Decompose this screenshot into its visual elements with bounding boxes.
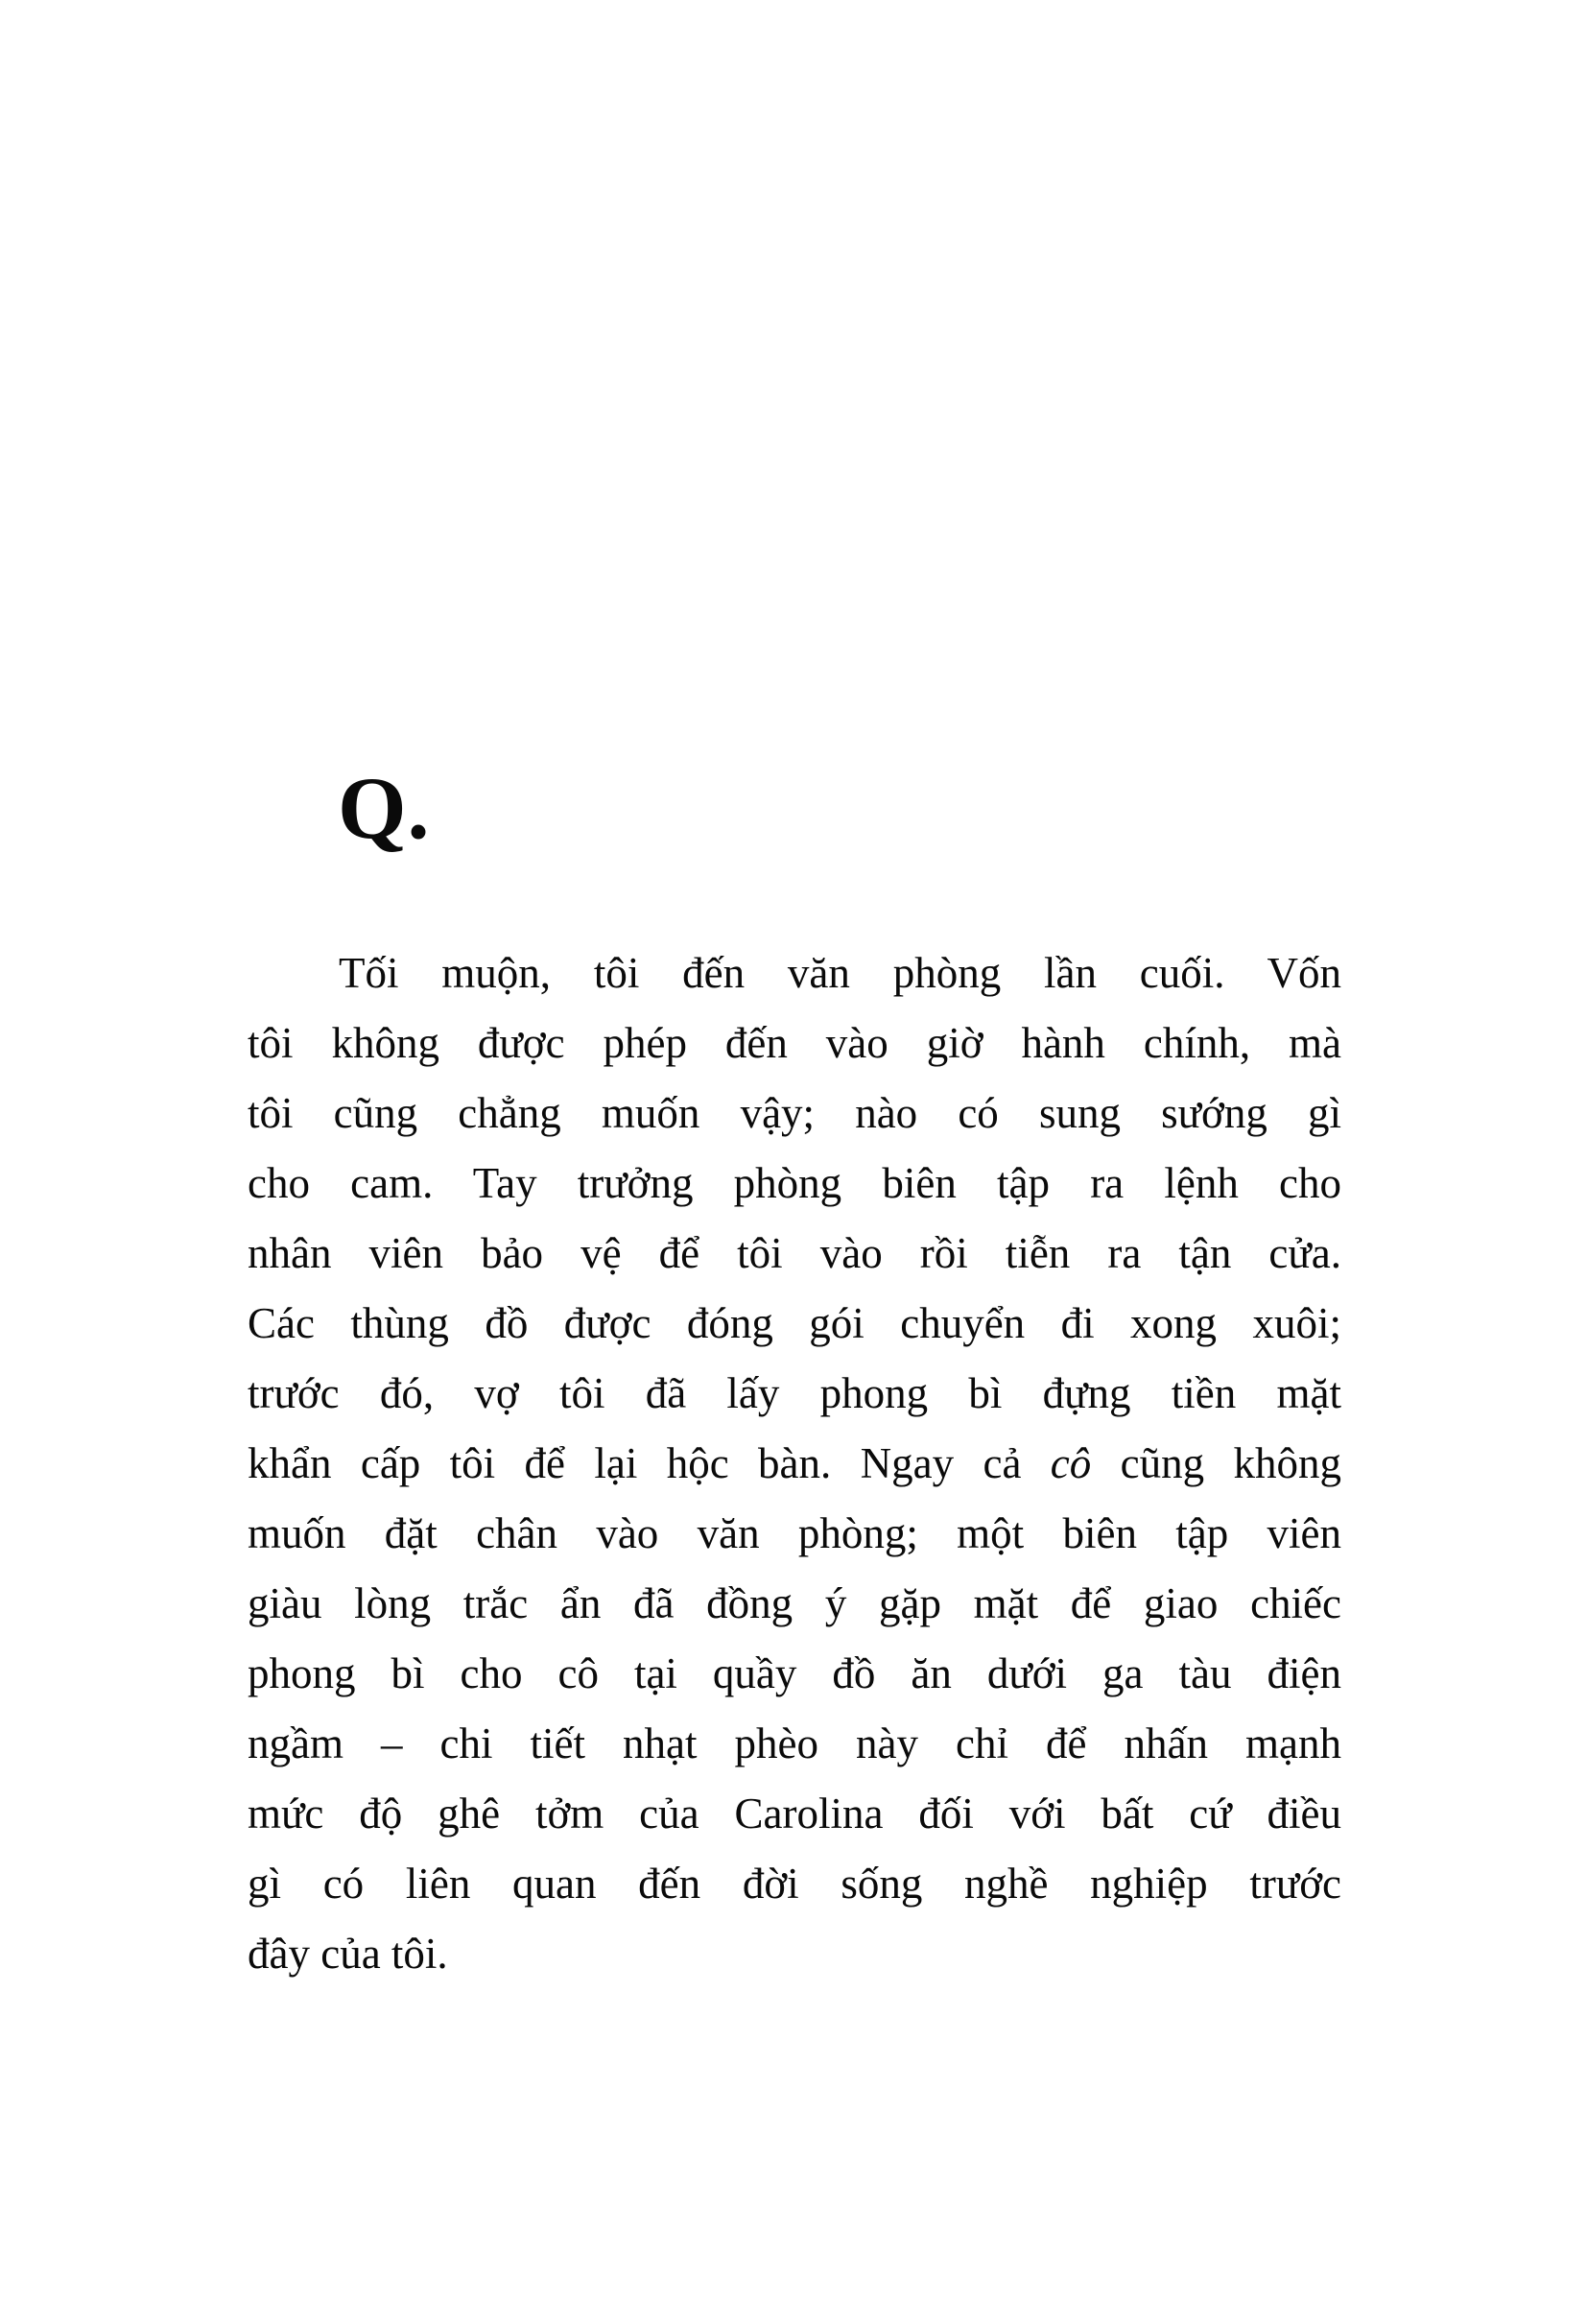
text-line	[248, 1779, 1341, 1849]
text-line	[248, 1079, 1341, 1149]
text-segment: nhân viên bảo vệ để tôi vào rồi tiễn ra tận cửa.	[248, 1229, 1341, 1277]
text-line	[248, 1849, 1341, 1919]
text-segment: muốn đặt chân vào văn phòng; một biên tập viên	[248, 1509, 1341, 1557]
text-line	[248, 1149, 1341, 1219]
text-segment: đây của tôi.	[248, 1930, 448, 1978]
text-line	[248, 1429, 1341, 1499]
text-line	[248, 1359, 1341, 1429]
text-segment: khẩn cấp tôi để lại hộc bàn. Ngay cả	[248, 1439, 1051, 1487]
text-segment: Tối muộn, tôi đến văn phòng lần cuối. Vốn	[339, 949, 1341, 997]
text-segment: phong bì cho cô tại quầy đồ ăn dưới ga tàu điện	[248, 1649, 1341, 1697]
text-segment: cũng không	[1091, 1439, 1341, 1487]
text-segment: cho cam. Tay trưởng phòng biên tập ra lệnh cho	[248, 1159, 1341, 1207]
text-line	[248, 1569, 1341, 1639]
text-line	[248, 1289, 1341, 1359]
text-segment: trước đó, vợ tôi đã lấy phong bì đựng tiền mặt	[248, 1369, 1341, 1417]
emphasized-text: cô	[1050, 1439, 1092, 1487]
text-segment: ngầm – chi tiết nhạt phèo này chỉ để nhấn mạnh	[248, 1719, 1341, 1767]
text-line	[248, 1219, 1341, 1289]
text-line	[248, 1499, 1341, 1569]
text-line	[248, 1919, 1341, 1989]
text-segment: mức độ ghê tởm của Carolina đối với bất cứ điều	[248, 1790, 1341, 1838]
text-line	[248, 1709, 1341, 1779]
text-segment: tôi cũng chẳng muốn vậy; nào có sung sướng gì	[248, 1089, 1341, 1137]
text-segment: Các thùng đồ được đóng gói chuyển đi xong xuôi;	[248, 1299, 1341, 1347]
text-line	[248, 938, 1341, 1008]
text-segment: gì có liên quan đến đời sống nghề nghiệp trước	[248, 1860, 1341, 1908]
text-line	[248, 1639, 1341, 1709]
paragraph	[248, 938, 1341, 1989]
text-segment: giàu lòng trắc ẩn đã đồng ý gặp mặt để giao chiếc	[248, 1579, 1341, 1627]
text-line	[248, 1008, 1341, 1079]
text-segment: tôi không được phép đến vào giờ hành chính, mà	[248, 1019, 1341, 1067]
chapter-drop-initial: Q.	[338, 759, 431, 857]
